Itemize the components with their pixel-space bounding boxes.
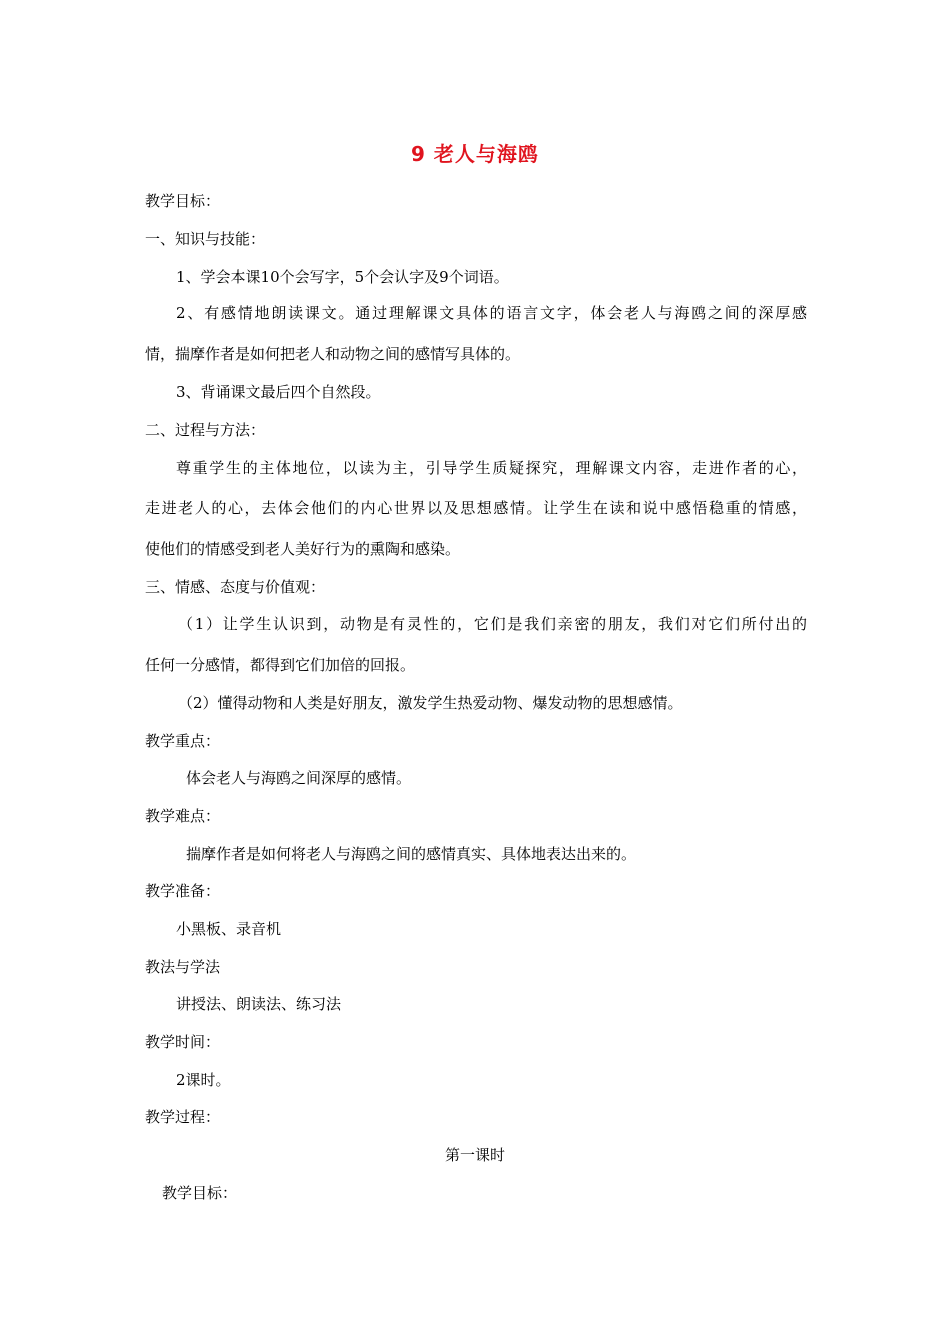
preparation-heading: 教学准备：: [145, 882, 221, 900]
procedure-heading: 教学过程：: [145, 1108, 221, 1126]
key-point-text: 体会老人与海鸥之间深厚的感情。: [186, 769, 412, 787]
emotion-item-1-line-2: 任何一分感情，都得到它们加倍的回报。: [145, 656, 416, 674]
process-text-line-1: 尊重学生的主体地位，以读为主，引导学生质疑探究，理解课文内容，走进作者的心，: [176, 459, 807, 477]
lesson-one-heading: 第一课时: [444, 1146, 505, 1164]
knowledge-heading: 一、知识与技能：: [145, 230, 266, 248]
page-title: 9 老人与海鸥: [411, 142, 539, 166]
difficulty-heading: 教学难点：: [145, 807, 221, 825]
process-text-line-2: 走进老人的心，去体会他们的内心世界以及思想感情。让学生在读和说中感悟稳重的情感，: [145, 499, 807, 517]
preparation-text: 小黑板、录音机: [176, 920, 282, 938]
time-heading: 教学时间：: [145, 1033, 221, 1051]
knowledge-item-3: 3、背诵课文最后四个自然段。: [176, 383, 381, 401]
process-heading: 二、过程与方法：: [145, 421, 266, 439]
lesson-one-goals-heading: 教学目标：: [162, 1184, 238, 1202]
difficulty-text: 揣摩作者是如何将老人与海鸥之间的感情真实、具体地表达出来的。: [186, 845, 637, 863]
knowledge-item-2-line-2: 情，揣摩作者是如何把老人和动物之间的感情写具体的。: [145, 345, 521, 363]
process-text-line-3: 使他们的情感受到老人美好行为的熏陶和感染。: [145, 540, 461, 558]
knowledge-item-2-line-1: 2、有感情地朗读课文。通过理解课文具体的语言文字，体会老人与海鸥之间的深厚感: [176, 304, 807, 322]
key-point-heading: 教学重点：: [145, 732, 221, 750]
goals-heading: 教学目标：: [145, 192, 221, 210]
emotion-item-1-line-1: （1）让学生认识到，动物是有灵性的，它们是我们亲密的朋友，我们对它们所付出的: [178, 615, 807, 633]
emotion-heading: 三、情感、态度与价值观：: [145, 578, 326, 596]
method-heading: 教法与学法: [145, 958, 221, 976]
time-text: 2课时。: [176, 1071, 231, 1089]
emotion-item-2: （2）懂得动物和人类是好朋友，激发学生热爱动物、爆发动物的思想感情。: [178, 694, 683, 712]
knowledge-item-1: 1、学会本课10个会写字，5个会认字及9个词语。: [176, 268, 509, 286]
method-text: 讲授法、朗读法、练习法: [176, 995, 342, 1013]
